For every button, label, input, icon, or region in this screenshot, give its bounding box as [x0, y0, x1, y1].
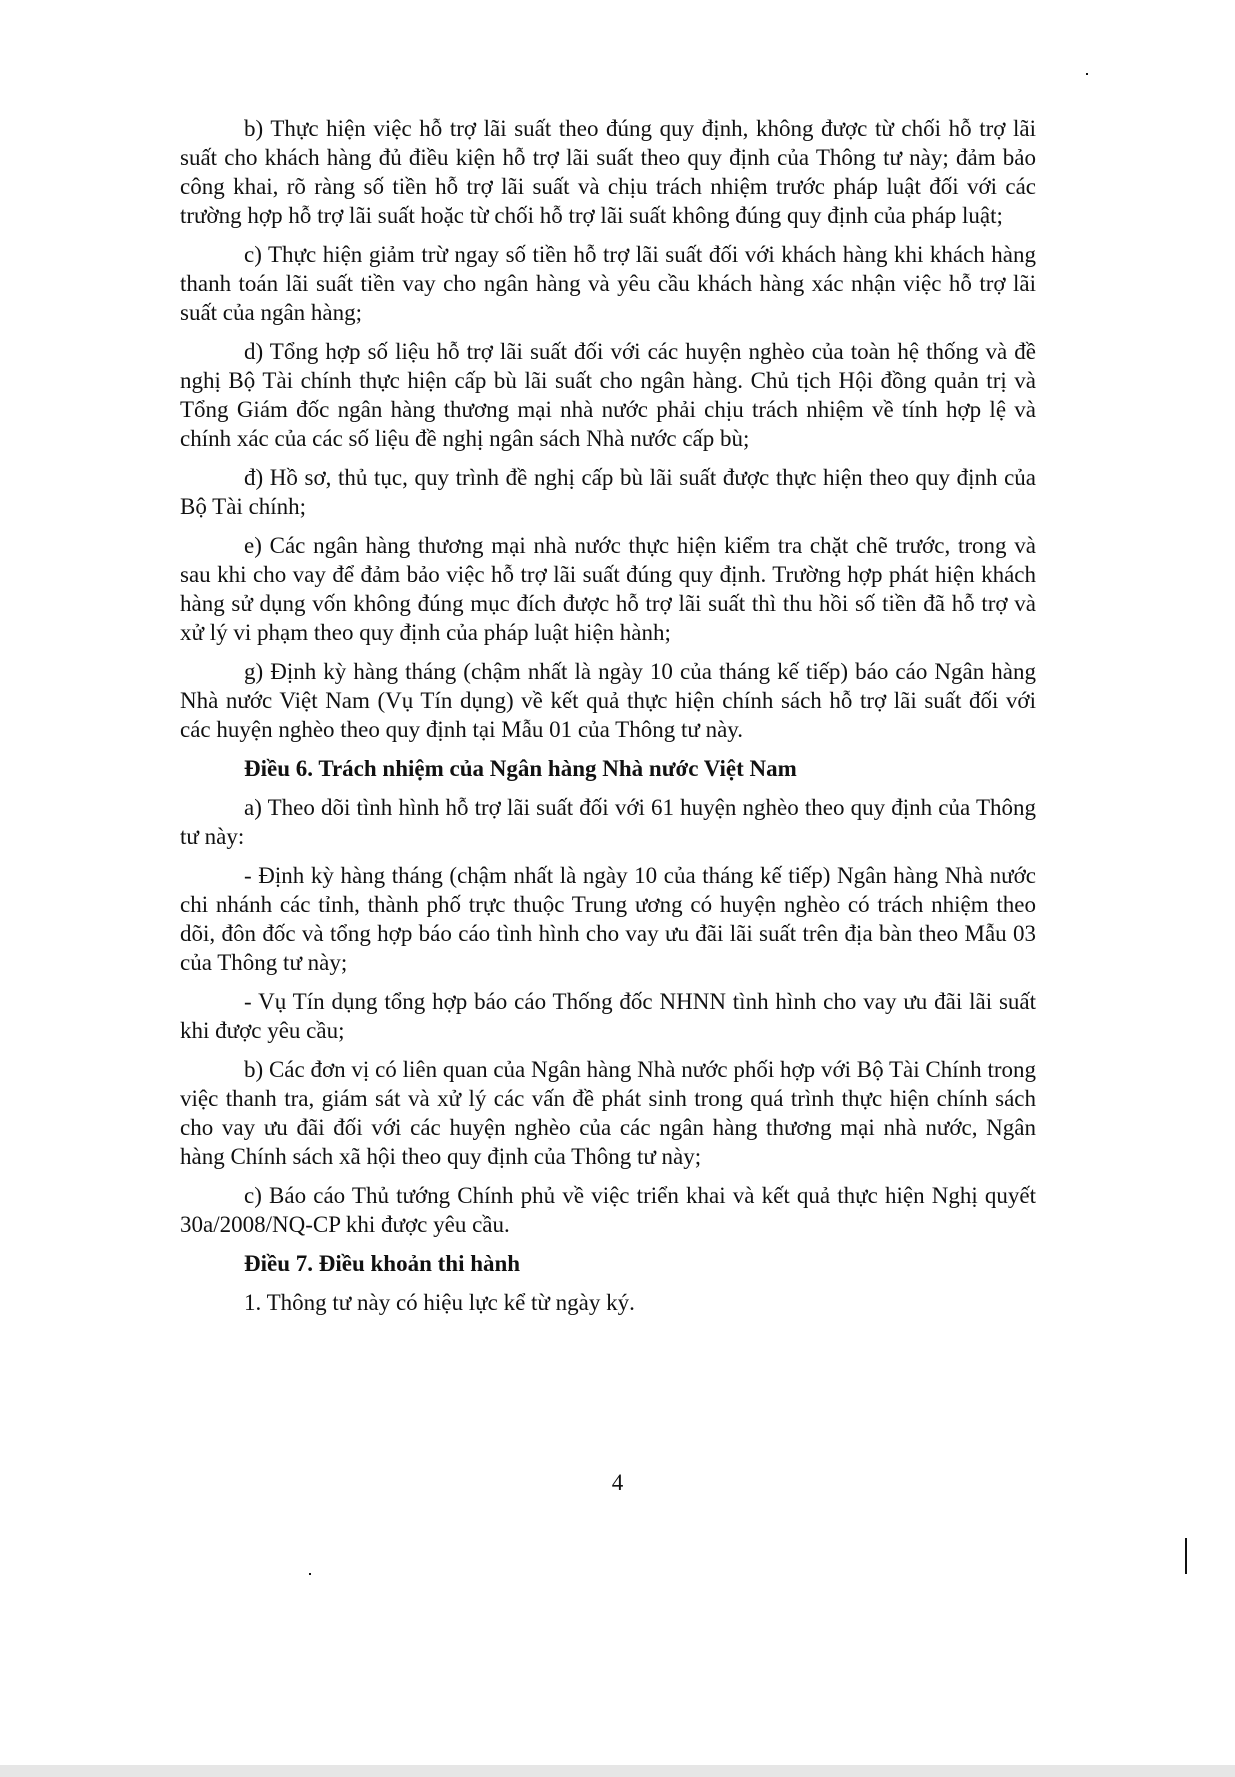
paragraph-e: e) Các ngân hàng thương mại nhà nước thực hiện kiểm tra chặt chẽ trước, trong và sau khi cho vay để đảm bảo việc hỗ trợ lãi suất đúng quy định. Trường hợp phát hiện khách hàng sử dụng vốn không đúng mục đích được hỗ trợ lãi suất thì thu hồi số tiền đã hỗ trợ và xử lý vi phạm theo quy định của pháp luật hiện hành; — [180, 533, 1036, 645]
scan-speck — [1086, 73, 1088, 75]
scan-bottom-edge — [0, 1765, 1235, 1777]
scan-margin-line — [1185, 1538, 1187, 1574]
document-body — [180, 114, 1036, 1327]
article-7-heading: Điều 7. Điều khoản thi hành — [244, 1251, 521, 1276]
article-7-paragraph-1: 1. Thông tư này có hiệu lực kể từ ngày ký. — [244, 1290, 635, 1315]
article-6-bullet-2: - Vụ Tín dụng tổng hợp báo cáo Thống đốc NHNN tình hình cho vay ưu đãi lãi suất khi được yêu cầu; — [180, 989, 1036, 1043]
paragraph-b: b) Thực hiện việc hỗ trợ lãi suất theo đúng quy định, không được từ chối hỗ trợ lãi suất cho khách hàng đủ điều kiện hỗ trợ lãi suất theo quy định của Thông tư này; đảm bảo công khai, rõ ràng số tiền hỗ trợ lãi suất và chịu trách nhiệm trước pháp luật đối với các trường hợp hỗ trợ lãi suất hoặc từ chối hỗ trợ lãi suất không đúng quy định của pháp luật; — [180, 116, 1036, 228]
paragraph-g: g) Định kỳ hàng tháng (chậm nhất là ngày 10 của tháng kế tiếp) báo cáo Ngân hàng Nhà nước Việt Nam (Vụ Tín dụng) về kết quả thực hiện chính sách hỗ trợ lãi suất đối với các huyện nghèo theo quy định tại Mẫu 01 của Thông tư này. — [180, 659, 1036, 742]
scan-speck — [309, 1573, 311, 1575]
article-6-paragraph-a: a) Theo dõi tình hình hỗ trợ lãi suất đối với 61 huyện nghèo theo quy định của Thông tư này: — [180, 795, 1036, 849]
paragraph-dd: đ) Hồ sơ, thủ tục, quy trình đề nghị cấp bù lãi suất được thực hiện theo quy định của Bộ Tài chính; — [180, 465, 1036, 519]
paragraph-d: d) Tổng hợp số liệu hỗ trợ lãi suất đối với các huyện nghèo của toàn hệ thống và đề nghị Bộ Tài chính thực hiện cấp bù lãi suất cho ngân hàng. Chủ tịch Hội đồng quản trị và Tổng Giám đốc ngân hàng thương mại nhà nước phải chịu trách nhiệm về tính hợp lệ và chính xác của các số liệu đề nghị ngân sách Nhà nước cấp bù; — [180, 339, 1036, 451]
article-6-paragraph-b: b) Các đơn vị có liên quan của Ngân hàng Nhà nước phối hợp với Bộ Tài Chính trong việc thanh tra, giám sát và xử lý các vấn đề phát sinh trong quá trình thực hiện chính sách cho vay ưu đãi đối với các huyện nghèo của các ngân hàng thương mại nhà nước, Ngân hàng Chính sách xã hội theo quy định của Thông tư này; — [180, 1057, 1036, 1169]
article-6-bullet-1: - Định kỳ hàng tháng (chậm nhất là ngày 10 của tháng kế tiếp) Ngân hàng Nhà nước chi nhánh các tỉnh, thành phố trực thuộc Trung ương có huyện nghèo có trách nhiệm theo dõi, đôn đốc và tổng hợp báo cáo tình hình cho vay ưu đãi lãi suất trên địa bàn theo Mẫu 03 của Thông tư này; — [180, 863, 1036, 975]
page-number: 4 — [611, 1470, 624, 1495]
article-6-paragraph-c: c) Báo cáo Thủ tướng Chính phủ về việc triển khai và kết quả thực hiện Nghị quyết 30a/2008/NQ-CP khi được yêu cầu. — [180, 1183, 1036, 1237]
paragraph-c: c) Thực hiện giảm trừ ngay số tiền hỗ trợ lãi suất đối với khách hàng khi khách hàng thanh toán lãi suất tiền vay cho ngân hàng và yêu cầu khách hàng xác nhận việc hỗ trợ lãi suất của ngân hàng; — [180, 242, 1036, 325]
article-6-heading: Điều 6. Trách nhiệm của Ngân hàng Nhà nước Việt Nam — [244, 756, 797, 781]
